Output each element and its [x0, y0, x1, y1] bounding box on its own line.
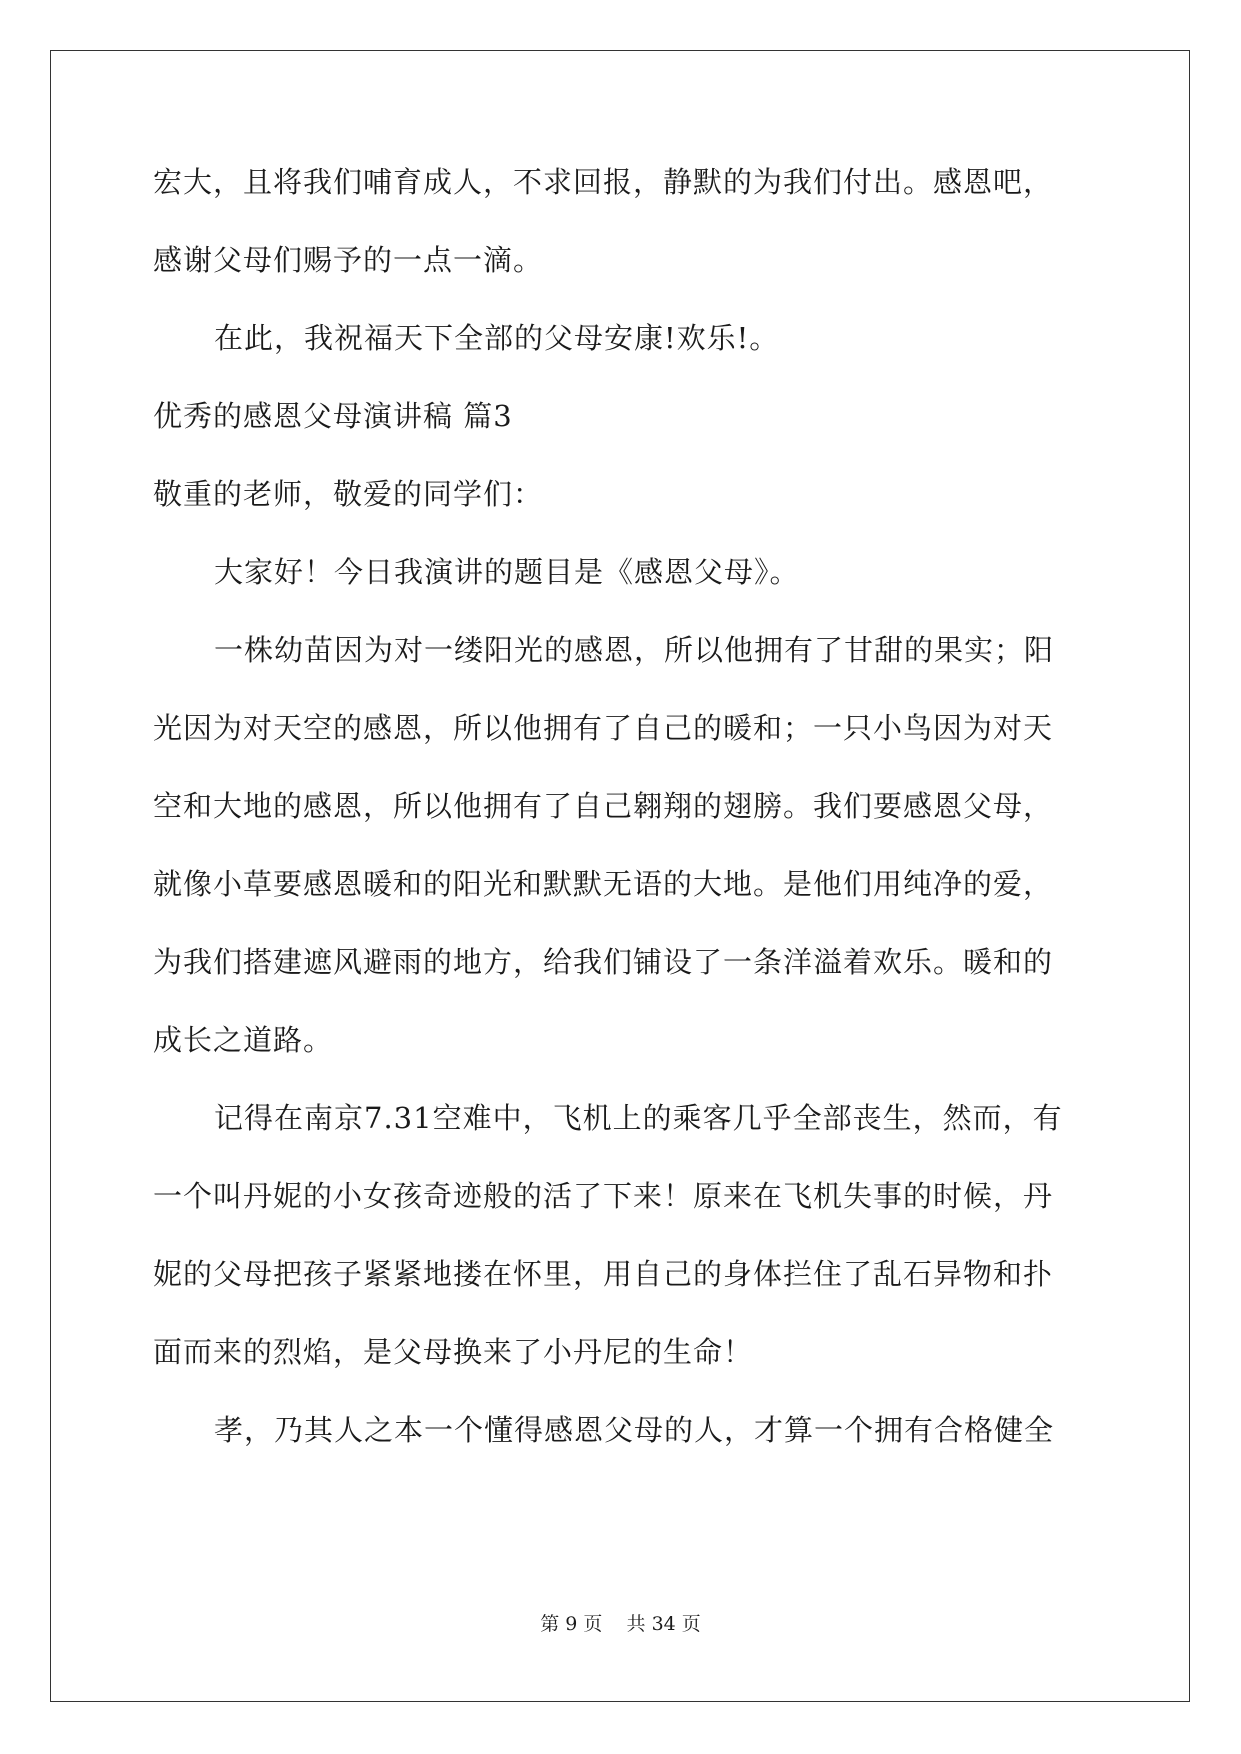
body-line: 一株幼苗因为对一缕阳光的感恩，所以他拥有了甘甜的果实；阳	[214, 633, 1055, 667]
body-line: 妮的父母把孩子紧紧地搂在怀里，用自己的身体拦住了乱石异物和扑	[153, 1257, 1054, 1291]
body-line: 感谢父母们赐予的一点一滴。	[153, 243, 544, 277]
body-line: 光因为对天空的感恩，所以他拥有了自己的暖和；一只小鸟因为对天	[153, 711, 1054, 745]
body-line: 在此，我祝福天下全部的父母安康!欢乐!。	[214, 321, 780, 355]
body-line: 为我们搭建遮风避雨的地方，给我们铺设了一条洋溢着欢乐。暖和的	[153, 945, 1054, 979]
body-line: 就像小草要感恩暖和的阳光和默默无语的大地。是他们用纯净的爱，	[153, 867, 1054, 901]
section-heading: 优秀的感恩父母演讲稿 篇3	[153, 399, 513, 433]
body-line: 孝，乃其人之本一个懂得感恩父母的人，才算一个拥有合格健全	[214, 1413, 1055, 1447]
page-number-footer: 第 9 页 共 34 页	[540, 1613, 701, 1635]
body-line: 成长之道路。	[153, 1023, 334, 1057]
salutation: 敬重的老师，敬爱的同学们：	[153, 477, 544, 511]
body-line: 宏大，且将我们哺育成人，不求回报，静默的为我们付出。感恩吧，	[153, 165, 1054, 199]
body-line: 大家好！今日我演讲的题目是《感恩父母》。	[214, 555, 800, 589]
body-line: 一个叫丹妮的小女孩奇迹般的活了下来！原来在飞机失事的时候，丹	[153, 1179, 1054, 1213]
body-line: 空和大地的感恩，所以他拥有了自己翱翔的翅膀。我们要感恩父母，	[153, 789, 1054, 823]
body-line: 面而来的烈焰，是父母换来了小丹尼的生命！	[153, 1335, 754, 1369]
body-line: 记得在南京7.31空难中，飞机上的乘客几乎全部丧生，然而，有	[214, 1101, 1063, 1135]
